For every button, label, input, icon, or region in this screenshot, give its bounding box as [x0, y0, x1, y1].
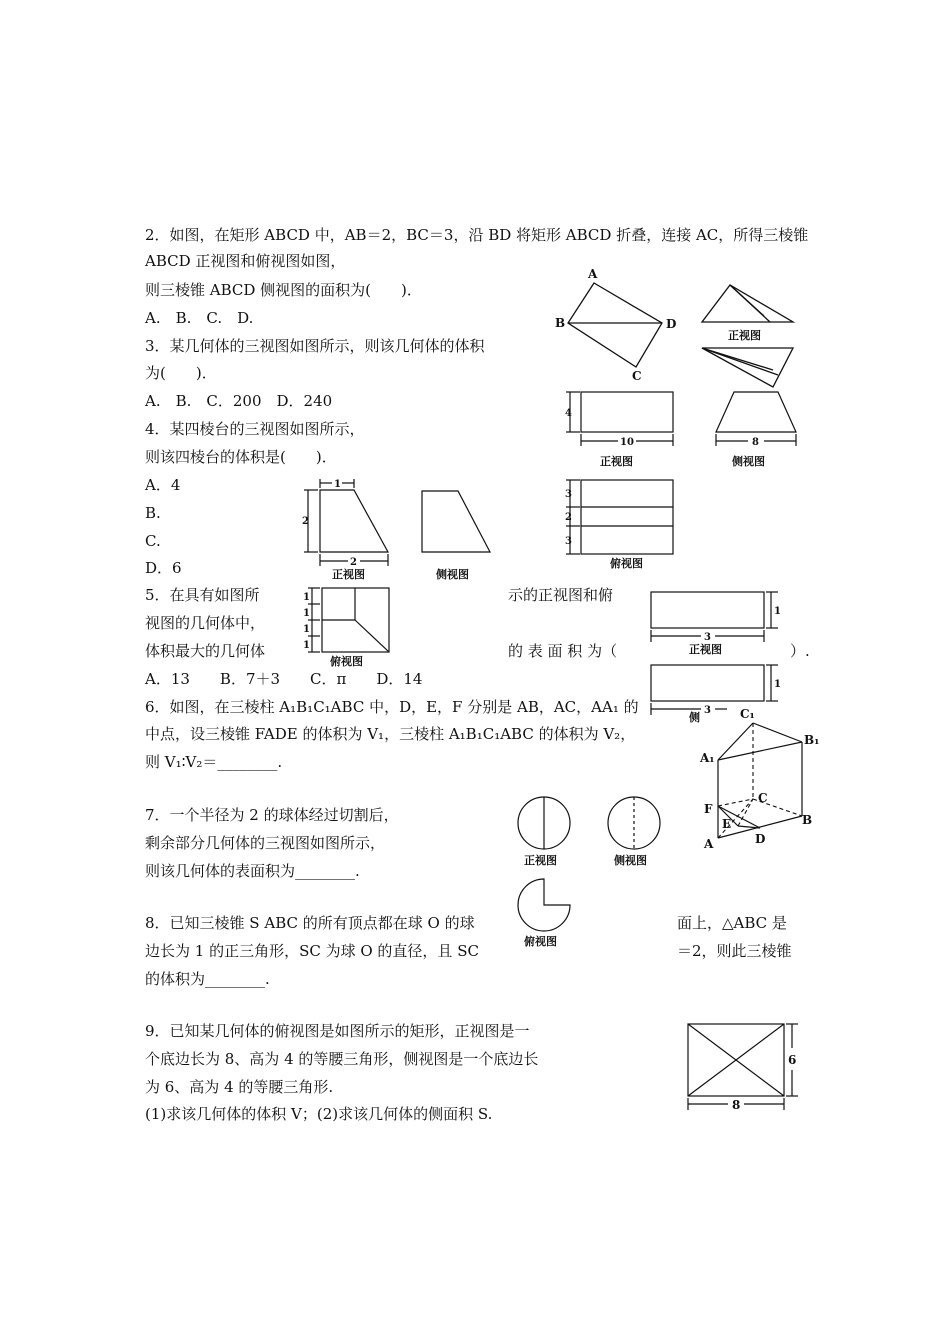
q9-line1: 9．已知某几何体的俯视图是如图所示的矩形，正视图是一	[145, 1022, 530, 1040]
q6-line3: 则 V₁∶V₂＝________.	[145, 753, 283, 771]
q4-cap-side: 侧视图	[436, 568, 469, 581]
q7-line1: 7．一个半径为 2 的球体经过切割后，	[145, 806, 399, 824]
q2-top-view	[698, 345, 798, 390]
q6-label-b1: B₁	[804, 733, 820, 747]
q4-dim-top: 1	[334, 479, 341, 490]
q3-cap-side: 侧视图	[732, 455, 765, 468]
q2-front-view	[698, 282, 798, 344]
q5-dim-w3: 3	[704, 632, 711, 643]
q6-label-d: D	[755, 832, 766, 846]
q2-fold-figure	[550, 265, 690, 385]
q6-label-f: F	[704, 802, 713, 816]
q7-side-view	[600, 794, 670, 868]
q2-label-b: B	[555, 316, 566, 330]
q4-opt-c: C.	[145, 532, 161, 550]
q9-line2: 个底边长为 8、高为 4 的等腰三角形，侧视图是一个底边长	[145, 1050, 539, 1068]
q9-line4: (1)求该几何体的体积 V；(2)求该几何体的侧面积 S.	[145, 1105, 493, 1123]
q2-cap-front: 正视图	[728, 329, 761, 342]
q5-cap-side: 侧	[689, 711, 700, 724]
q3-dim-w10: 10	[620, 437, 634, 448]
q9-dim-h: 6	[788, 1053, 797, 1067]
q4-front-view	[300, 476, 400, 581]
q3-dim-w8: 8	[752, 437, 759, 448]
q5-line1a: 5．在具有如图所	[145, 586, 260, 604]
q5-top-view	[300, 584, 400, 669]
q8-line2a: 边长为 1 的正三角形，SC 为球 O 的直径，且 SC	[145, 942, 479, 960]
q8-line1a: 8．已知三棱锥 S ABC 的所有顶点都在球 O 的球	[145, 914, 475, 932]
q6-label-c: C	[758, 791, 768, 805]
q5-dim-h1: 1	[774, 606, 781, 617]
q8-line1b: 面上，△ABC 是	[677, 914, 787, 932]
q3-dim-r1: 3	[565, 489, 572, 500]
q4-dim-height: 2	[302, 516, 309, 527]
q5-line3a: 体积最大的几何体	[145, 642, 266, 660]
q6-label-a1: A₁	[700, 751, 715, 765]
q3-cap-top: 俯视图	[610, 557, 643, 570]
q3-dim-r2: 2	[565, 512, 572, 523]
q5-line1b: 示的正视图和俯	[508, 586, 614, 604]
q2-line1: 2．如图，在矩形 ABCD 中，AB＝2，BC＝3，沿 BD 将矩形 ABCD 折叠，连接 AC，所得三棱锥	[145, 226, 809, 244]
q5-line3c: ）.	[790, 642, 810, 660]
q2-line3: 则三棱锥 ABCD 侧视图的面积为( )．	[145, 281, 422, 299]
q7-cap-top: 俯视图	[524, 935, 557, 948]
q6-label-e: E	[722, 817, 732, 831]
q7-cap-side: 侧视图	[614, 854, 647, 867]
q6-prism-figure	[698, 706, 823, 856]
q4-side-view	[416, 486, 506, 581]
q9-dim-w: 8	[732, 1098, 741, 1112]
q6-label-a: A	[704, 837, 714, 851]
q5-front-view	[645, 586, 785, 658]
q5-dim-h1b: 1	[774, 679, 781, 690]
q2-label-a: A	[588, 267, 598, 281]
q9-top-view	[680, 1018, 805, 1118]
q6-line2: 中点，设三棱锥 FADE 的体积为 V₁，三棱柱 A₁B₁C₁ABC 的体积为 V₂，	[145, 725, 636, 743]
q4-line1: 4．某四棱台的三视图如图所示，	[145, 420, 365, 438]
q2-options: A. B. C. D.	[145, 309, 254, 327]
q5-dim-d1: 1	[303, 592, 310, 603]
q8-line3: 的体积为________.	[145, 970, 270, 988]
q5-dim-w3b: 3	[704, 705, 711, 716]
q3-front-view	[558, 386, 688, 471]
q7-front-view	[510, 794, 580, 868]
q4-cap-front: 正视图	[332, 568, 365, 581]
q5-dim-d2: 1	[303, 608, 310, 619]
q4-line2: 则该四棱台的体积是( )．	[145, 448, 337, 466]
q2-label-d: D	[666, 317, 677, 331]
q5-line2: 视图的几何体中，	[145, 614, 266, 632]
q4-opt-d: D．6	[145, 559, 182, 577]
q7-top-view	[510, 876, 580, 950]
q4-opt-b: B.	[145, 504, 161, 522]
q5-dim-d4: 1	[303, 640, 310, 651]
q3-cap-front: 正视图	[600, 455, 633, 468]
q5-cap-front: 正视图	[689, 643, 722, 656]
q3-side-view	[708, 386, 803, 471]
q3-dim-h4: 4	[565, 408, 572, 419]
q7-cap-front: 正视图	[524, 854, 557, 867]
q7-line2: 剩余部分几何体的三视图如图所示，	[145, 834, 386, 852]
q4-dim-bottom: 2	[350, 557, 357, 568]
q5-options: A．13 B．7＋3 C．π D．14	[145, 670, 423, 688]
q6-label-b: B	[802, 813, 813, 827]
q4-opt-a: A．4	[145, 476, 181, 494]
q6-line1: 6．如图，在三棱柱 A₁B₁C₁ABC 中，D，E，F 分别是 AB，AC，AA₁ 的	[145, 698, 639, 716]
q5-line3b: 的 表 面 积 为（	[508, 642, 618, 660]
q3-dim-r3: 3	[565, 536, 572, 547]
q8-line2b: ＝2，则此三棱锥	[677, 942, 792, 960]
q6-label-c1: C₁	[740, 707, 755, 721]
q3-line1: 3．某几何体的三视图如图所示，则该几何体的体积	[145, 337, 485, 355]
q9-line3: 为 6、高为 4 的等腰三角形.	[145, 1078, 334, 1096]
q7-line3: 则该几何体的表面积为________.	[145, 862, 360, 880]
q3-options: A. B. C．200 D．240	[145, 392, 333, 410]
q5-cap-top: 俯视图	[330, 655, 363, 668]
q3-line2: 为( )．	[145, 364, 217, 382]
q3-top-view	[558, 474, 688, 569]
q2-label-c: C	[632, 369, 642, 383]
q2-line2: ABCD 正视图和俯视图如图，	[145, 252, 346, 270]
q5-dim-d3: 1	[303, 624, 310, 635]
